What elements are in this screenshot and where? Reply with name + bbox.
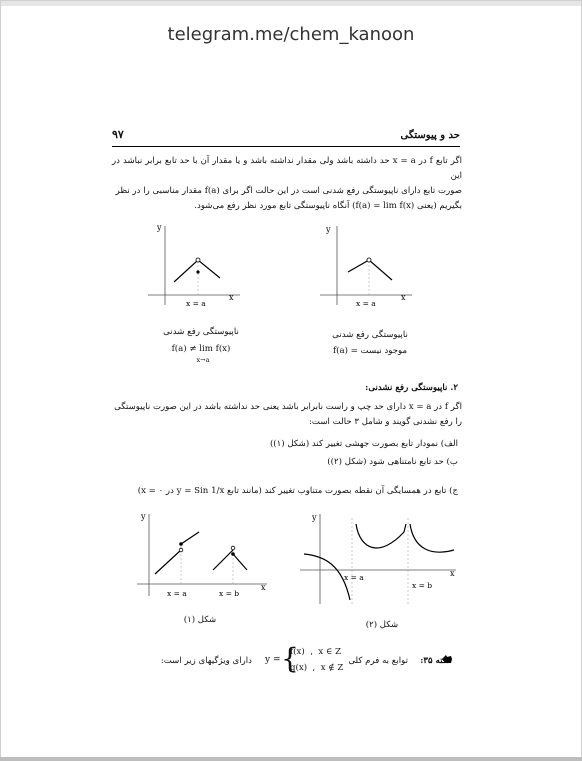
item-b: ب) حد تابع نامتناهی شود (شکل (۲)) [327,457,458,467]
note-text-after: دارای ویژگیهای زیر است: [160,656,252,666]
note-label: نکته ۳۵: [420,656,450,666]
note-function-name: y = [265,655,281,665]
watermark-text: telegram.me/chem_kanoon [167,24,415,45]
note-text-before: توابع به فرم کلی [348,656,408,666]
intro-line-3: بگیریم (یعنی f(a) = lim f(x)) آنگاه ناپیوستگی تابع مورد نظر رفع می‌شود. [194,201,462,211]
section-2-paragraph [112,400,462,430]
tick-label-a: x = a [167,589,187,598]
hole-point-b [231,546,235,550]
filled-point-b [231,552,235,556]
figure-1-caption: شکل (۱) [183,615,217,625]
section-2-line-2: را رفع نشدنی گویند و شامل ۳ حالت است: [309,417,462,427]
hole-point [196,258,200,262]
segment-2 [181,532,199,544]
removable-discontinuity-graph-right [312,220,422,310]
note-brace: { [281,642,299,675]
item-a: الف) نمودار تابع بصورت جهشی تغییر کند (شکل (۱)) [269,439,458,449]
middle-branch [356,524,406,548]
y-axis-label: y [157,223,162,232]
infinite-discontinuity-graph [296,510,462,610]
figure-2-caption: شکل (۲) [365,620,399,630]
bottom-border [0,757,582,761]
x-axis-label: x [261,583,266,592]
section-2-title: ۲. ناپیوستگی رفع نشدنی: [365,383,458,393]
hole-point-a [179,548,183,552]
caption-right-formula: موجود نیست = f(a) [332,346,408,356]
right-branch [410,524,454,552]
page-header [112,128,460,147]
tick-label-a: x = a [344,573,364,582]
intro-line-2: صورت تابع دارای ناپیوستگی رفع شدنی است در این حالت اگر برای f(a) مقدار مناسبی را در نظر [115,186,462,196]
y-axis-label: y [141,512,146,521]
chapter-title: حد و پیوستگی [400,130,460,141]
segment-1 [155,550,181,574]
intro-line-1: اگر تابع f در x = a حد داشته باشد ولی مقدار نداشته باشد و یا مقدار آن با حد تابع برابر نباشد در این [112,156,462,181]
segment-4 [233,554,247,570]
section-2-line-1: اگر f در x = a دارای حد چپ و راست نابرابر باشد یعنی حد نداشته باشد در این صورت ناپیوستگی [114,402,462,412]
note-case-1: f(x) , x ∈ Z [290,647,342,657]
jump-discontinuity-graph [135,510,275,606]
caption-right-title: ناپیوستگی رفع شدنی [332,330,408,340]
y-axis-label: y [326,225,331,234]
hole-point [367,258,371,262]
x-axis-label: x [450,569,455,578]
filled-point-a [179,542,183,546]
note-case-2: g(x) , x ∉ Z [290,663,344,673]
tick-label-a: x = a [356,299,376,308]
tick-label-b: x = b [412,581,433,590]
defined-point [196,270,199,273]
tick-label-a: x = a [186,299,206,308]
item-c: ج) تابع در همسایگی آن نقطه بصورت متناوب تغییر کند (مانند تابع y = Sin 1/x در x = ۰) [137,486,458,496]
function-curve [348,260,392,280]
y-axis-label: y [312,513,317,522]
x-axis-label: x [401,293,406,302]
page-number: ۹۷ [112,128,124,141]
removable-discontinuity-graph-left [140,220,250,310]
caption-left-subscript: x→a [196,356,210,364]
caption-left-title: ناپیوستگی رفع شدنی [163,327,239,337]
tick-label-b: x = b [219,589,240,598]
segment-3 [213,550,233,570]
x-axis-label: x [229,293,234,302]
intro-paragraph [112,154,462,214]
caption-left-formula: f(a) ≠ lim f(x) [171,344,231,354]
